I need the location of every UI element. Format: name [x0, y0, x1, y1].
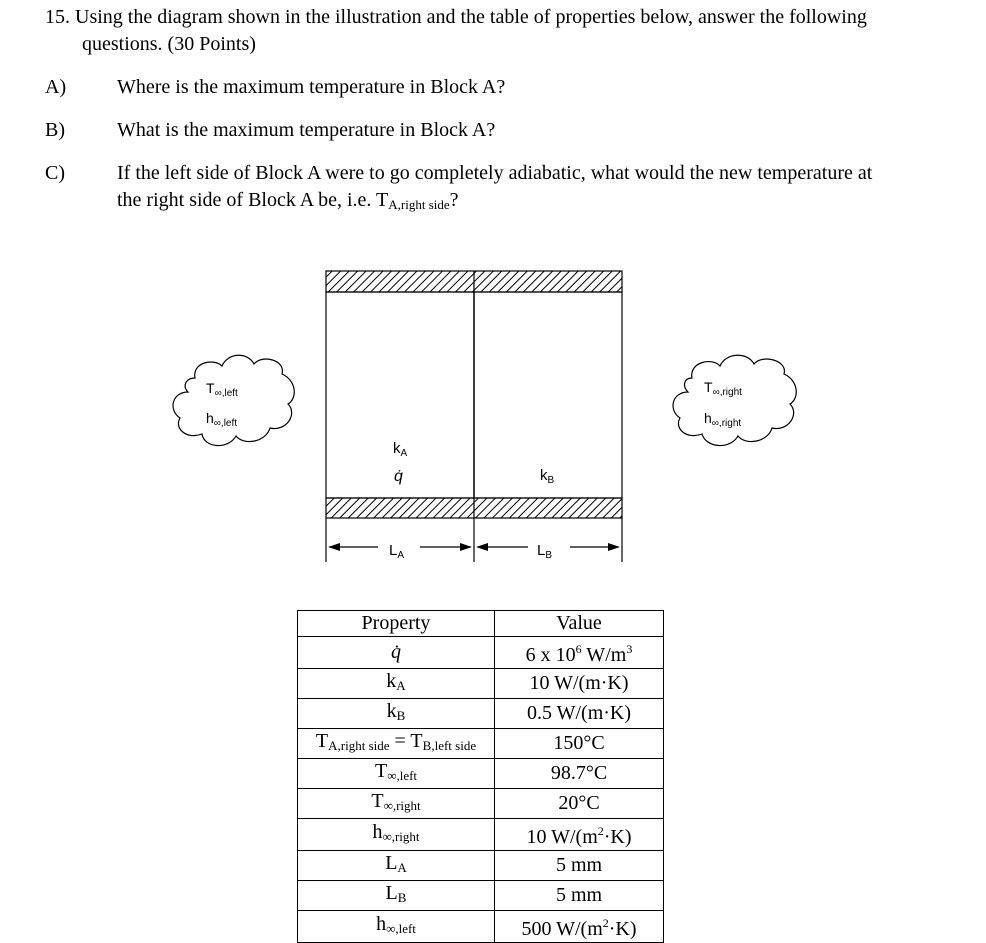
properties-table: [297, 610, 664, 943]
property-cell: LA: [298, 851, 495, 881]
value-cell: 500 $W/(m^2\cdot K)$: [495, 911, 664, 943]
table-row: [298, 851, 664, 881]
left-fluid-cloud: [173, 355, 294, 445]
table-row: [298, 699, 664, 729]
property-cell: LB: [298, 881, 495, 911]
table-row: [298, 911, 664, 943]
part-c-line2-pre: the right side of Block A be, i.e. T: [117, 189, 389, 211]
question-text-line-2: questions. (30 Points): [82, 33, 256, 55]
length-a-label: $L_A$: [389, 542, 405, 561]
property-cell: kB: [298, 699, 495, 729]
property-cell: TA,right side = TB,left side: [298, 729, 495, 759]
table-row: [298, 669, 664, 699]
table-row: [298, 637, 664, 669]
right-fluid-cloud: [673, 355, 796, 445]
value-cell: 5 mm: [495, 851, 664, 881]
k-a-label: $k_A$: [393, 440, 408, 459]
part-b-text: What is the maximum temperature in Block A?: [117, 119, 496, 141]
value-cell: 10 W/(m·K): [495, 669, 664, 699]
value-cell: 98.7°C: [495, 759, 664, 789]
property-cell: T∞,right: [298, 789, 495, 819]
h-inf-left-label: $h_{\infty,left}$: [206, 410, 238, 429]
t-inf-right-label: $T_{\infty,right}$: [704, 379, 742, 398]
table-header-row: [298, 611, 664, 637]
property-cell: h∞,right: [298, 819, 495, 851]
part-a-label: A): [45, 76, 67, 98]
value-cell: 5 mm: [495, 881, 664, 911]
table-row: [298, 729, 664, 759]
property-cell: h∞,left: [298, 911, 495, 943]
value-cell: 20°C: [495, 789, 664, 819]
part-c-line2-post: ?: [449, 189, 459, 211]
value-cell: 6 x $10^6$ $W/m^3$: [495, 637, 664, 669]
value-cell: 150°C: [495, 729, 664, 759]
property-cell: kA: [298, 669, 495, 699]
k-b-label: $k_B$: [540, 467, 555, 486]
table-row: [298, 759, 664, 789]
part-c-line2-sub: A,right side: [388, 197, 450, 212]
question-text-line-1: 15. Using the diagram shown in the illustration and the table of properties below, answer the following: [45, 6, 867, 28]
table-row: [298, 819, 664, 851]
part-b-label: B): [45, 119, 65, 141]
block-b: [474, 292, 622, 498]
property-cell: q̇: [298, 637, 495, 669]
table-row: [298, 789, 664, 819]
value-header: Value: [495, 611, 664, 637]
property-header: Property: [298, 611, 495, 637]
value-cell: 0.5 W/(m·K): [495, 699, 664, 729]
part-c-text-line-1: If the left side of Block A were to go completely adiabatic, what would the new temperature at: [117, 162, 873, 184]
heat-generation-label: q̇: [394, 468, 403, 485]
value-cell: 10 $W/(m^2\cdot K)$: [495, 819, 664, 851]
table-row: [298, 881, 664, 911]
length-b-label: $L_B$: [537, 542, 553, 561]
part-a-text: Where is the maximum temperature in Block A?: [117, 76, 506, 98]
property-cell: T∞,left: [298, 759, 495, 789]
t-inf-left-label: $T_{\infty,left}$: [206, 380, 238, 399]
part-c-label: C): [45, 162, 65, 184]
h-inf-right-label: $h_{\infty,right}$: [704, 410, 742, 429]
